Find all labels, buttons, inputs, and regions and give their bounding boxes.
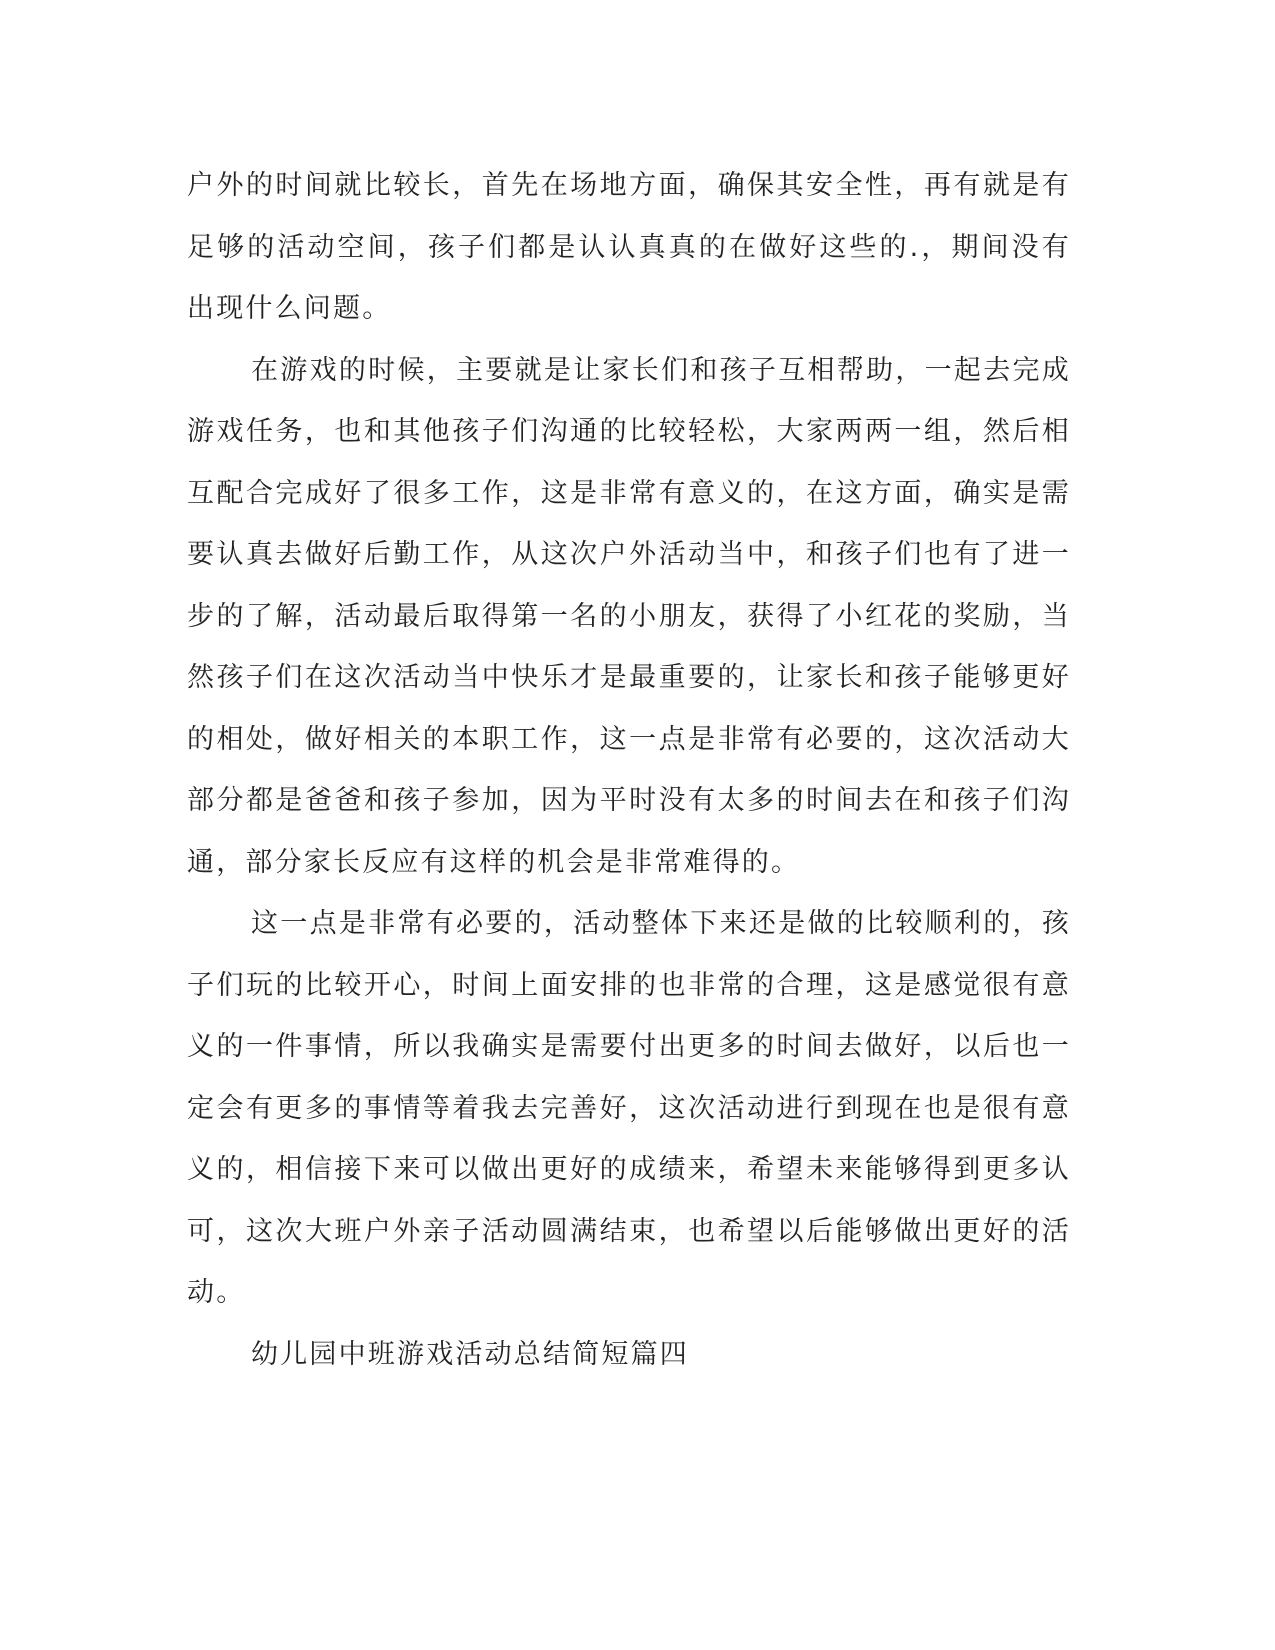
- section-heading: 幼儿园中班游戏活动总结简短篇四: [251, 1338, 689, 1370]
- paragraph-continuation: 户外的时间就比较长，首先在场地方面，确保其安全性，再有就是有足够的活动空间，孩子们都是认认真真的在做好这些的.，期间没有出现什么问题。: [187, 170, 1071, 324]
- paragraph-conclusion: 这一点是非常有必要的，活动整体下来还是做的比较顺利的，孩子们玩的比较开心，时间上面安排的也非常的合理，这是感觉很有意义的一件事情，所以我确实是需要付出更多的时间去做好，以后也一定会有更多的事情等着我去完善好，这次活动进行到现在也是很有意义的，相信接下来可以做出更好的成绩来，希望未来能够得到更多认可，这次大班户外亲子活动圆满结束，也希望以后能够做出更好的活动。: [187, 908, 1071, 1308]
- document-body: [187, 155, 1071, 1385]
- paragraph-game-time: 在游戏的时候，主要就是让家长们和孩子互相帮助，一起去完成游戏任务，也和其他孩子们沟通的比较轻松，大家两两一组，然后相互配合完成好了很多工作，这是非常有意义的，在这方面，确实是需要认真去做好后勤工作，从这次户外活动当中，和孩子们也有了进一步的了解，活动最后取得第一名的小朋友，获得了小红花的奖励，当然孩子们在这次活动当中快乐才是最重要的，让家长和孩子能够更好的相处，做好相关的本职工作，这一点是非常有必要的，这次活动大部分都是爸爸和孩子参加，因为平时没有太多的时间去在和孩子们沟通，部分家长反应有这样的机会是非常难得的。: [187, 354, 1071, 878]
